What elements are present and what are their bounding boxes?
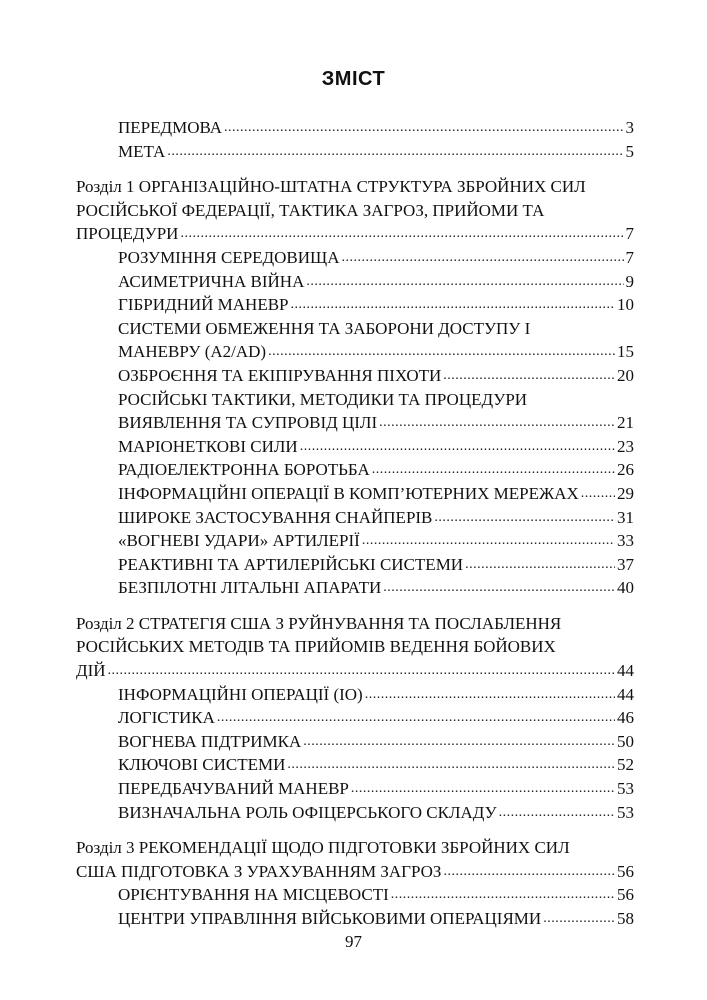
- toc-entry[interactable]: [76, 576, 634, 600]
- section-spacer: [76, 600, 634, 612]
- toc-front-entry[interactable]: [76, 140, 634, 164]
- toc-entry-label: ІНФОРМАЦІЙНІ ОПЕРАЦІЇ (IO): [118, 684, 363, 704]
- section-heading-line: Розділ 3 РЕКОМЕНДАЦІЇ ЩОДО ПІДГОТОВКИ ЗБРОЙНИХ СИЛ: [76, 838, 570, 858]
- dot-leader: [341, 244, 623, 270]
- toc-entry-label: РАДІОЕЛЕКТРОННА БОРОТЬБА: [118, 460, 370, 480]
- toc-entry-label: ІНФОРМАЦІЙНІ ОПЕРАЦІЇ В КОМП’ЮТЕРНИХ МЕРЕЖАХ: [118, 483, 579, 503]
- toc-entry-label: ПРОЦЕДУРИ: [76, 224, 179, 244]
- section-heading-line: Розділ 1 ОРГАНІЗАЦІЙНО-ШТАТНА СТРУКТУРА ЗБРОЙНИХ СИЛ: [76, 177, 586, 197]
- section-heading-entry[interactable]: [76, 222, 634, 246]
- toc-front-entry[interactable]: [76, 116, 634, 140]
- dot-leader: [443, 858, 615, 884]
- toc-entry-label: АСИМЕТРИЧНА ВІЙНА: [118, 271, 305, 291]
- toc-entry[interactable]: [76, 730, 634, 754]
- dot-leader: [379, 409, 615, 435]
- section-heading-entry[interactable]: [76, 659, 634, 683]
- dot-leader: [365, 681, 615, 707]
- toc-entry[interactable]: [76, 683, 634, 707]
- toc-entry[interactable]: [76, 506, 634, 530]
- toc-page-number: 46: [617, 708, 634, 728]
- toc-entry-label: ГІБРИДНИЙ МАНЕВР: [118, 295, 289, 315]
- toc-page-number: 10: [617, 295, 634, 315]
- toc-page-number: 50: [617, 731, 634, 751]
- toc-entry-label: РЕАКТИВНІ ТА АРТИЛЕРІЙСЬКІ СИСТЕМИ: [118, 554, 464, 574]
- toc-page-number: 58: [617, 909, 634, 928]
- dot-leader: [268, 338, 615, 364]
- toc-page-number: 31: [617, 507, 634, 527]
- toc-page-number: 44: [617, 684, 634, 704]
- toc-entry-label: «ВОГНЕВІ УДАРИ» АРТИЛЕРІЇ: [118, 531, 360, 551]
- dot-leader: [499, 799, 615, 825]
- toc-entry[interactable]: [76, 777, 634, 801]
- toc-entry-label: ШИРОКЕ ЗАСТОСУВАННЯ СНАЙПЕРІВ: [118, 507, 433, 527]
- toc-page-number: 33: [617, 531, 634, 551]
- dot-leader: [303, 728, 615, 754]
- dot-leader: [351, 775, 615, 801]
- toc-page-number: 15: [617, 342, 634, 362]
- toc-page-number: 44: [617, 661, 634, 681]
- toc-page-number: 56: [617, 885, 634, 905]
- toc-entry-label: ПЕРЕДБАЧУВАНИЙ МАНЕВР: [118, 779, 349, 799]
- toc-page-number: 53: [617, 802, 634, 822]
- toc-entry-label: США ПІДГОТОВКА З УРАХУВАННЯМ ЗАГРОЗ: [76, 861, 442, 881]
- dot-leader: [434, 504, 615, 530]
- toc-page-number: 26: [617, 460, 634, 480]
- dot-leader: [287, 751, 615, 777]
- section-spacer: [76, 163, 634, 175]
- toc-entry-label: ЦЕНТРИ УПРАВЛІННЯ ВІЙСЬКОВИМИ ОПЕРАЦІЯМИ: [118, 909, 542, 928]
- toc-entry-label: ДІЙ: [76, 661, 106, 681]
- toc-page-number: 37: [617, 554, 634, 574]
- dot-leader: [362, 527, 615, 553]
- toc-entry-label: ВИЯВЛЕННЯ ТА СУПРОВІД ЦІЛІ: [118, 413, 378, 433]
- toc-entry[interactable]: [76, 706, 634, 730]
- section-heading-line: РОСІЙСЬКОЇ ФЕДЕРАЦІЇ, ТАКТИКА ЗАГРОЗ, ПРИЙОМИ ТА: [76, 200, 545, 220]
- toc-page-number: 40: [617, 578, 634, 598]
- toc-page-number: 23: [617, 436, 634, 456]
- toc-entry[interactable]: [76, 883, 634, 907]
- toc-entry-label: МАНЕВРУ (A2/AD): [118, 342, 267, 362]
- toc-entry[interactable]: [76, 364, 634, 388]
- toc-page-number: 9: [625, 271, 634, 291]
- toc-entry-line: РОСІЙСЬКІ ТАКТИКИ, МЕТОДИКИ ТА ПРОЦЕДУРИ: [118, 389, 528, 409]
- toc-entry-label: МЕТА: [118, 141, 166, 161]
- toc-entry-label: ЛОГІСТИКА: [118, 708, 215, 728]
- toc-entry[interactable]: [76, 293, 634, 317]
- dot-leader: [291, 291, 615, 317]
- dot-leader: [581, 480, 615, 506]
- toc-entry-label: КЛЮЧОВІ СИСТЕМИ: [118, 755, 286, 775]
- toc-page-number: 7: [625, 247, 634, 267]
- toc-entry-label: БЕЗПІЛОТНІ ЛІТАЛЬНІ АПАРАТИ: [118, 578, 382, 598]
- toc-entry-label: ОРІЄНТУВАННЯ НА МІСЦЕВОСТІ: [118, 885, 389, 905]
- toc-entry[interactable]: [76, 270, 634, 294]
- toc-entry-label: ОЗБРОЄННЯ ТА ЕКІПІРУВАННЯ ПІХОТИ: [118, 365, 442, 385]
- toc-entry[interactable]: [76, 529, 634, 553]
- toc-entry[interactable]: [76, 907, 634, 931]
- toc-entry-line: СИСТЕМИ ОБМЕЖЕННЯ ТА ЗАБОРОНИ ДОСТУПУ І: [118, 318, 531, 338]
- toc-entry[interactable]: [76, 553, 634, 577]
- toc-entry[interactable]: [76, 801, 634, 825]
- toc-page-number: 20: [617, 365, 634, 385]
- toc-page-number: 21: [617, 413, 634, 433]
- dot-leader: [300, 433, 615, 459]
- toc-entry[interactable]: [76, 435, 634, 459]
- toc-page-number: 5: [625, 141, 634, 161]
- toc-entry[interactable]: [76, 753, 634, 777]
- dot-leader: [180, 220, 623, 246]
- dot-leader: [391, 881, 615, 907]
- dot-leader: [217, 704, 615, 730]
- dot-leader: [167, 138, 623, 164]
- dot-leader: [443, 362, 615, 388]
- toc-entry[interactable]: [76, 482, 634, 506]
- toc-page-number: 7: [625, 224, 634, 244]
- toc-entry[interactable]: [76, 458, 634, 482]
- toc-entry-label: ВИЗНАЧАЛЬНА РОЛЬ ОФІЦЕРСЬКОГО СКЛАДУ: [118, 802, 497, 822]
- toc-entry-label: МАРІОНЕТКОВІ СИЛИ: [118, 436, 298, 456]
- section-heading-entry[interactable]: [76, 860, 634, 884]
- dot-leader: [465, 551, 615, 577]
- toc-entry[interactable]: [76, 411, 634, 435]
- table-of-contents: [76, 116, 634, 931]
- dot-leader: [383, 574, 615, 600]
- section-heading-line: Розділ 2 СТРАТЕГІЯ США З РУЙНУВАННЯ ТА ПОСЛАБЛЕННЯ: [76, 613, 562, 633]
- dot-leader: [306, 268, 623, 294]
- toc-entry-label: ВОГНЕВА ПІДТРИМКА: [118, 731, 302, 751]
- dot-leader: [108, 657, 615, 683]
- toc-entry-label: РОЗУМІННЯ СЕРЕДОВИЩА: [118, 247, 340, 267]
- section-heading-line: РОСІЙСЬКИХ МЕТОДІВ ТА ПРИЙОМІВ ВЕДЕННЯ БОЙОВИХ: [76, 637, 556, 657]
- toc-page-number: 29: [617, 483, 634, 503]
- toc-entry-label: ПЕРЕДМОВА: [118, 118, 223, 137]
- dot-leader: [543, 905, 615, 931]
- page-title: ЗМІСТ: [321, 68, 386, 90]
- toc-entry[interactable]: [76, 340, 634, 364]
- dot-leader: [372, 456, 615, 482]
- dot-leader: [224, 114, 623, 140]
- toc-page-number: 53: [617, 779, 634, 799]
- toc-page-number: 56: [617, 861, 634, 881]
- page-number: 97: [345, 932, 362, 951]
- section-spacer: [76, 824, 634, 836]
- toc-page-number: 52: [617, 755, 634, 775]
- toc-page-number: 3: [625, 118, 634, 137]
- toc-entry[interactable]: [76, 246, 634, 270]
